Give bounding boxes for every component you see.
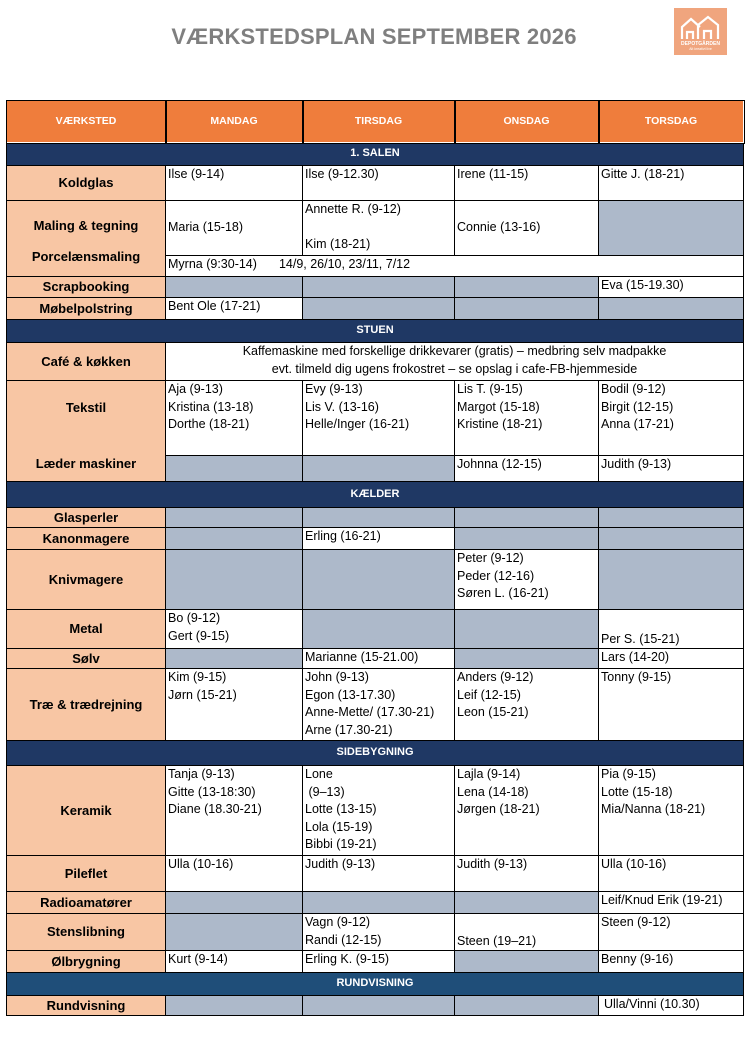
workshop-label: Scrapbooking (7, 277, 166, 298)
entry: Birgit (12-15) (601, 399, 674, 414)
cell-mandag-empty (166, 455, 303, 481)
row-metal (7, 610, 744, 649)
entry: Judith (9-13) (601, 456, 672, 471)
entry: Arne (17.30-21) (305, 722, 393, 737)
entry: Lis T. (9-15) (457, 382, 523, 396)
cell-tirsdag (303, 166, 455, 201)
label-laeder: Læder maskiner (35, 456, 137, 471)
entry: Ulla (10-16) (168, 857, 234, 871)
entry: Helle/Inger (16-21) (305, 417, 410, 431)
cell-mandag-empty (166, 996, 303, 1016)
cell-mandag-empty (166, 914, 303, 951)
cell-torsdag (599, 914, 744, 951)
entry: Pia (9-15) (601, 767, 656, 781)
entry: Johnna (12-15) (457, 456, 542, 471)
cell-onsdag (455, 550, 599, 610)
entry: Connie (13-16) (457, 220, 541, 235)
row-kanonmagere (7, 528, 744, 550)
cell-torsdag (599, 766, 744, 856)
cell-torsdag-empty (599, 201, 744, 256)
entry: Kristine (18-21) (457, 417, 543, 431)
label-porcelaen: Porcelænsmaling (31, 248, 141, 264)
header-mandag: MANDAG (166, 101, 303, 143)
workshop-label: Radioamatører (7, 892, 166, 914)
entry: Anders (9-12) (457, 670, 534, 684)
entry: Lis V. (13-16) (305, 399, 379, 414)
entry: Gitte J. (18-21) (601, 167, 685, 181)
workshop-label: Træ & trædrejning (7, 669, 166, 741)
row-stenslibning (7, 914, 744, 951)
entry: Aja (9-13) (168, 382, 223, 396)
entry: Irene (11-15) (457, 167, 529, 181)
cafe-line-2: evt. tilmeld dig ugens frokostret – se opslag i cafe-FB-hjemmeside (271, 361, 638, 376)
entry: Ulla (10-16) (601, 857, 667, 871)
entry: Benny (9-16) (601, 952, 674, 966)
entry: Peder (12-16) (457, 568, 535, 583)
cell-tirsdag (303, 381, 455, 456)
entry: Vagn (9-12) (305, 915, 371, 929)
row-rundvisning (7, 996, 744, 1016)
entry: (9–13) (305, 784, 345, 799)
cafe-line-1: Kaffemaskine med forskellige drikkevarer (gratis) – medbring selv madpakke (242, 344, 667, 358)
row-maling (7, 201, 744, 256)
entry: Diane (18.30-21) (168, 802, 262, 816)
cell-tirsdag-empty (303, 277, 455, 298)
cell-torsdag (599, 892, 744, 914)
workshop-label: Møbelpolstring (7, 298, 166, 320)
cell-onsdag (455, 914, 599, 951)
entry: Dorthe (18-21) (168, 417, 250, 431)
cell-mandag-empty (166, 550, 303, 610)
label-tekstil: Tekstil (65, 400, 107, 415)
workshop-label: Kanonmagere (7, 528, 166, 550)
entry: Bent Ole (17-21) (168, 299, 261, 313)
entry: Bodil (9-12) (601, 382, 666, 396)
cell-mandag (166, 951, 303, 973)
cell-onsdag (455, 669, 599, 741)
entry: Søren L. (16-21) (457, 586, 549, 600)
cell-tirsdag (303, 766, 455, 856)
entry: Randi (12-15) (305, 932, 382, 947)
cell-torsdag (599, 996, 744, 1016)
entry: Lotte (13-15) (305, 802, 377, 816)
entry: Lola (15-19) (305, 819, 373, 834)
entry: Erling (16-21) (305, 529, 381, 543)
entry: Kim (18-21) (305, 236, 371, 251)
cell-torsdag (599, 166, 744, 201)
entry: Annette R. (9-12) (305, 202, 401, 216)
entry: Steen (19–21) (457, 933, 537, 948)
header-torsdag: TORSDAG (599, 101, 744, 143)
section-salen: 1. SALEN (7, 143, 744, 166)
cell-onsdag-empty (455, 892, 599, 914)
workshop-label: Café & køkken (7, 343, 166, 381)
depotgaarden-logo (674, 8, 727, 55)
row-radio (7, 892, 744, 914)
cell-mandag (166, 381, 303, 456)
row-keramik (7, 766, 744, 856)
section-kaelder: KÆLDER (7, 482, 744, 508)
cell-tirsdag (303, 914, 455, 951)
row-olbrygning (7, 951, 744, 973)
row-knivmagere (7, 550, 744, 610)
cell-mandag-empty (166, 528, 303, 550)
entry: Tanja (9-13) (168, 767, 235, 781)
entry: Marianne (15-21.00) (305, 650, 419, 664)
cell-cafe (166, 343, 744, 381)
header-tirsdag: TIRSDAG (303, 101, 455, 143)
entry: Leif/Knud Erik (19-21) (601, 893, 723, 907)
cell-tirsdag (303, 951, 455, 973)
entry: Egon (13-17.30) (305, 687, 396, 702)
cell-tirsdag-empty (303, 455, 455, 481)
cell-onsdag (455, 856, 599, 892)
header-onsdag: ONSDAG (455, 101, 599, 143)
cell-onsdag-empty (455, 528, 599, 550)
entry-dates: 14/9, 26/10, 23/11, 7/12 (278, 257, 411, 271)
workshop-label (7, 381, 166, 482)
cell-onsdag-empty (455, 277, 599, 298)
cell-tirsdag-empty (303, 892, 455, 914)
workshop-label: Koldglas (7, 166, 166, 201)
row-cafe (7, 343, 744, 381)
entry: Ulla/Vinni (10.30) (604, 997, 700, 1011)
section-sidebygning: SIDEBYGNING (7, 741, 744, 766)
row-tekstil (7, 381, 744, 456)
cell-porcelaen (166, 256, 744, 277)
logo-tagline: Alt kreativt live (689, 47, 712, 51)
row-scrapbooking (7, 277, 744, 298)
entry: Jørn (15-21) (168, 687, 237, 702)
entry: Judith (9-13) (457, 857, 528, 871)
cell-tirsdag (303, 669, 455, 741)
cell-mandag (166, 201, 303, 256)
entry: Lajla (9-14) (457, 767, 521, 781)
cell-mandag (166, 166, 303, 201)
cell-onsdag-empty (455, 996, 599, 1016)
cell-mandag (166, 856, 303, 892)
entry: Per S. (15-21) (601, 631, 680, 646)
cell-onsdag-empty (455, 508, 599, 528)
schedule-table (6, 100, 744, 1016)
cell-tirsdag-empty (303, 508, 455, 528)
cell-mandag-empty (166, 277, 303, 298)
row-mobelpolstring (7, 298, 744, 320)
entry: Gert (9-15) (168, 628, 230, 643)
entry: Tonny (9-15) (601, 670, 672, 684)
row-glasperler (7, 508, 744, 528)
cell-mandag (166, 610, 303, 649)
header-vaerksted: VÆRKSTED (7, 101, 166, 143)
entry: Lotte (15-18) (601, 784, 673, 799)
entry: Peter (9-12) (457, 551, 524, 565)
header-row (7, 101, 744, 143)
workshop-label: Sølv (7, 649, 166, 669)
entry: Maria (15-18) (168, 220, 244, 235)
cell-mandag (166, 766, 303, 856)
label-maling: Maling & tegning (33, 218, 139, 233)
entry: Mia/Nanna (18-21) (601, 802, 706, 816)
workshop-label: Knivmagere (7, 550, 166, 610)
entry: Lone (305, 767, 333, 781)
cell-torsdag (599, 381, 744, 456)
workshop-label: Pileflet (7, 856, 166, 892)
entry: Steen (9-12) (601, 915, 671, 929)
section-rundvisning: RUNDVISNING (7, 973, 744, 996)
cell-torsdag-empty (599, 508, 744, 528)
cell-torsdag-empty (599, 550, 744, 610)
entry: Margot (15-18) (457, 399, 540, 414)
entry: Leon (15-21) (457, 705, 529, 719)
cell-tirsdag (303, 528, 455, 550)
cell-onsdag-empty (455, 610, 599, 649)
cell-tirsdag-empty (303, 610, 455, 649)
cell-tirsdag (303, 649, 455, 669)
row-koldglas (7, 166, 744, 201)
cell-mandag-empty (166, 508, 303, 528)
workshop-label (7, 201, 166, 277)
entry: Lars (14-20) (601, 650, 670, 664)
cell-torsdag (599, 277, 744, 298)
entry: Bibbi (19-21) (305, 837, 377, 851)
page-title: VÆRKSTEDSPLAN SEPTEMBER 2026 (171, 24, 577, 49)
cell-tirsdag-empty (303, 298, 455, 320)
cell-mandag (166, 669, 303, 741)
cell-mandag-empty (166, 892, 303, 914)
entry: Ilse (9-14) (168, 167, 225, 181)
workshop-label: Ølbrygning (7, 951, 166, 973)
workshop-label: Rundvisning (7, 996, 166, 1016)
cell-tirsdag-empty (303, 996, 455, 1016)
row-solv (7, 649, 744, 669)
cell-torsdag (599, 649, 744, 669)
entry: Kim (9-15) (168, 670, 227, 684)
workshop-label: Glasperler (7, 508, 166, 528)
entry: Jørgen (18-21) (457, 802, 540, 816)
cell-torsdag (599, 856, 744, 892)
cell-tirsdag (303, 856, 455, 892)
cell-onsdag (455, 381, 599, 456)
cell-torsdag (599, 669, 744, 741)
cell-torsdag (599, 455, 744, 481)
cell-mandag-empty (166, 649, 303, 669)
entry: Ilse (9-12.30) (305, 167, 379, 181)
cell-tirsdag-empty (303, 550, 455, 610)
cell-mandag (166, 298, 303, 320)
cell-onsdag (455, 201, 599, 256)
row-trae (7, 669, 744, 741)
cell-onsdag-empty (455, 951, 599, 973)
cell-torsdag-empty (599, 528, 744, 550)
row-pileflet (7, 856, 744, 892)
entry: Gitte (13-18:30) (168, 784, 256, 799)
entry: Bo (9-12) (168, 611, 221, 625)
workshop-label: Keramik (7, 766, 166, 856)
entry: Lena (14-18) (457, 784, 529, 799)
cell-onsdag (455, 166, 599, 201)
entry: Anne-Mette/ (17.30-21) (305, 705, 435, 719)
cell-onsdag (455, 455, 599, 481)
entry: Myrna (9:30-14) (168, 257, 257, 271)
entry: Eva (15-19.30) (601, 278, 684, 292)
entry: Judith (9-13) (305, 857, 376, 871)
workshop-label: Stenslibning (7, 914, 166, 951)
cell-torsdag (599, 610, 744, 649)
cell-torsdag-empty (599, 298, 744, 320)
cell-onsdag (455, 766, 599, 856)
entry: Kurt (9-14) (168, 952, 228, 966)
entry: Evy (9-13) (305, 382, 363, 396)
cell-torsdag (599, 951, 744, 973)
entry: Anna (17-21) (601, 417, 674, 431)
entry: John (9-13) (305, 670, 369, 684)
cell-onsdag-empty (455, 298, 599, 320)
entry: Leif (12-15) (457, 687, 521, 702)
house-icon (679, 15, 723, 41)
entry: Erling K. (9-15) (305, 952, 390, 966)
workshop-label: Metal (7, 610, 166, 649)
logo-name: DEPOTGÅRDEN (681, 41, 720, 47)
section-stuen: STUEN (7, 320, 744, 343)
entry: Kristina (13-18) (168, 399, 254, 414)
cell-onsdag-empty (455, 649, 599, 669)
cell-tirsdag (303, 201, 455, 256)
